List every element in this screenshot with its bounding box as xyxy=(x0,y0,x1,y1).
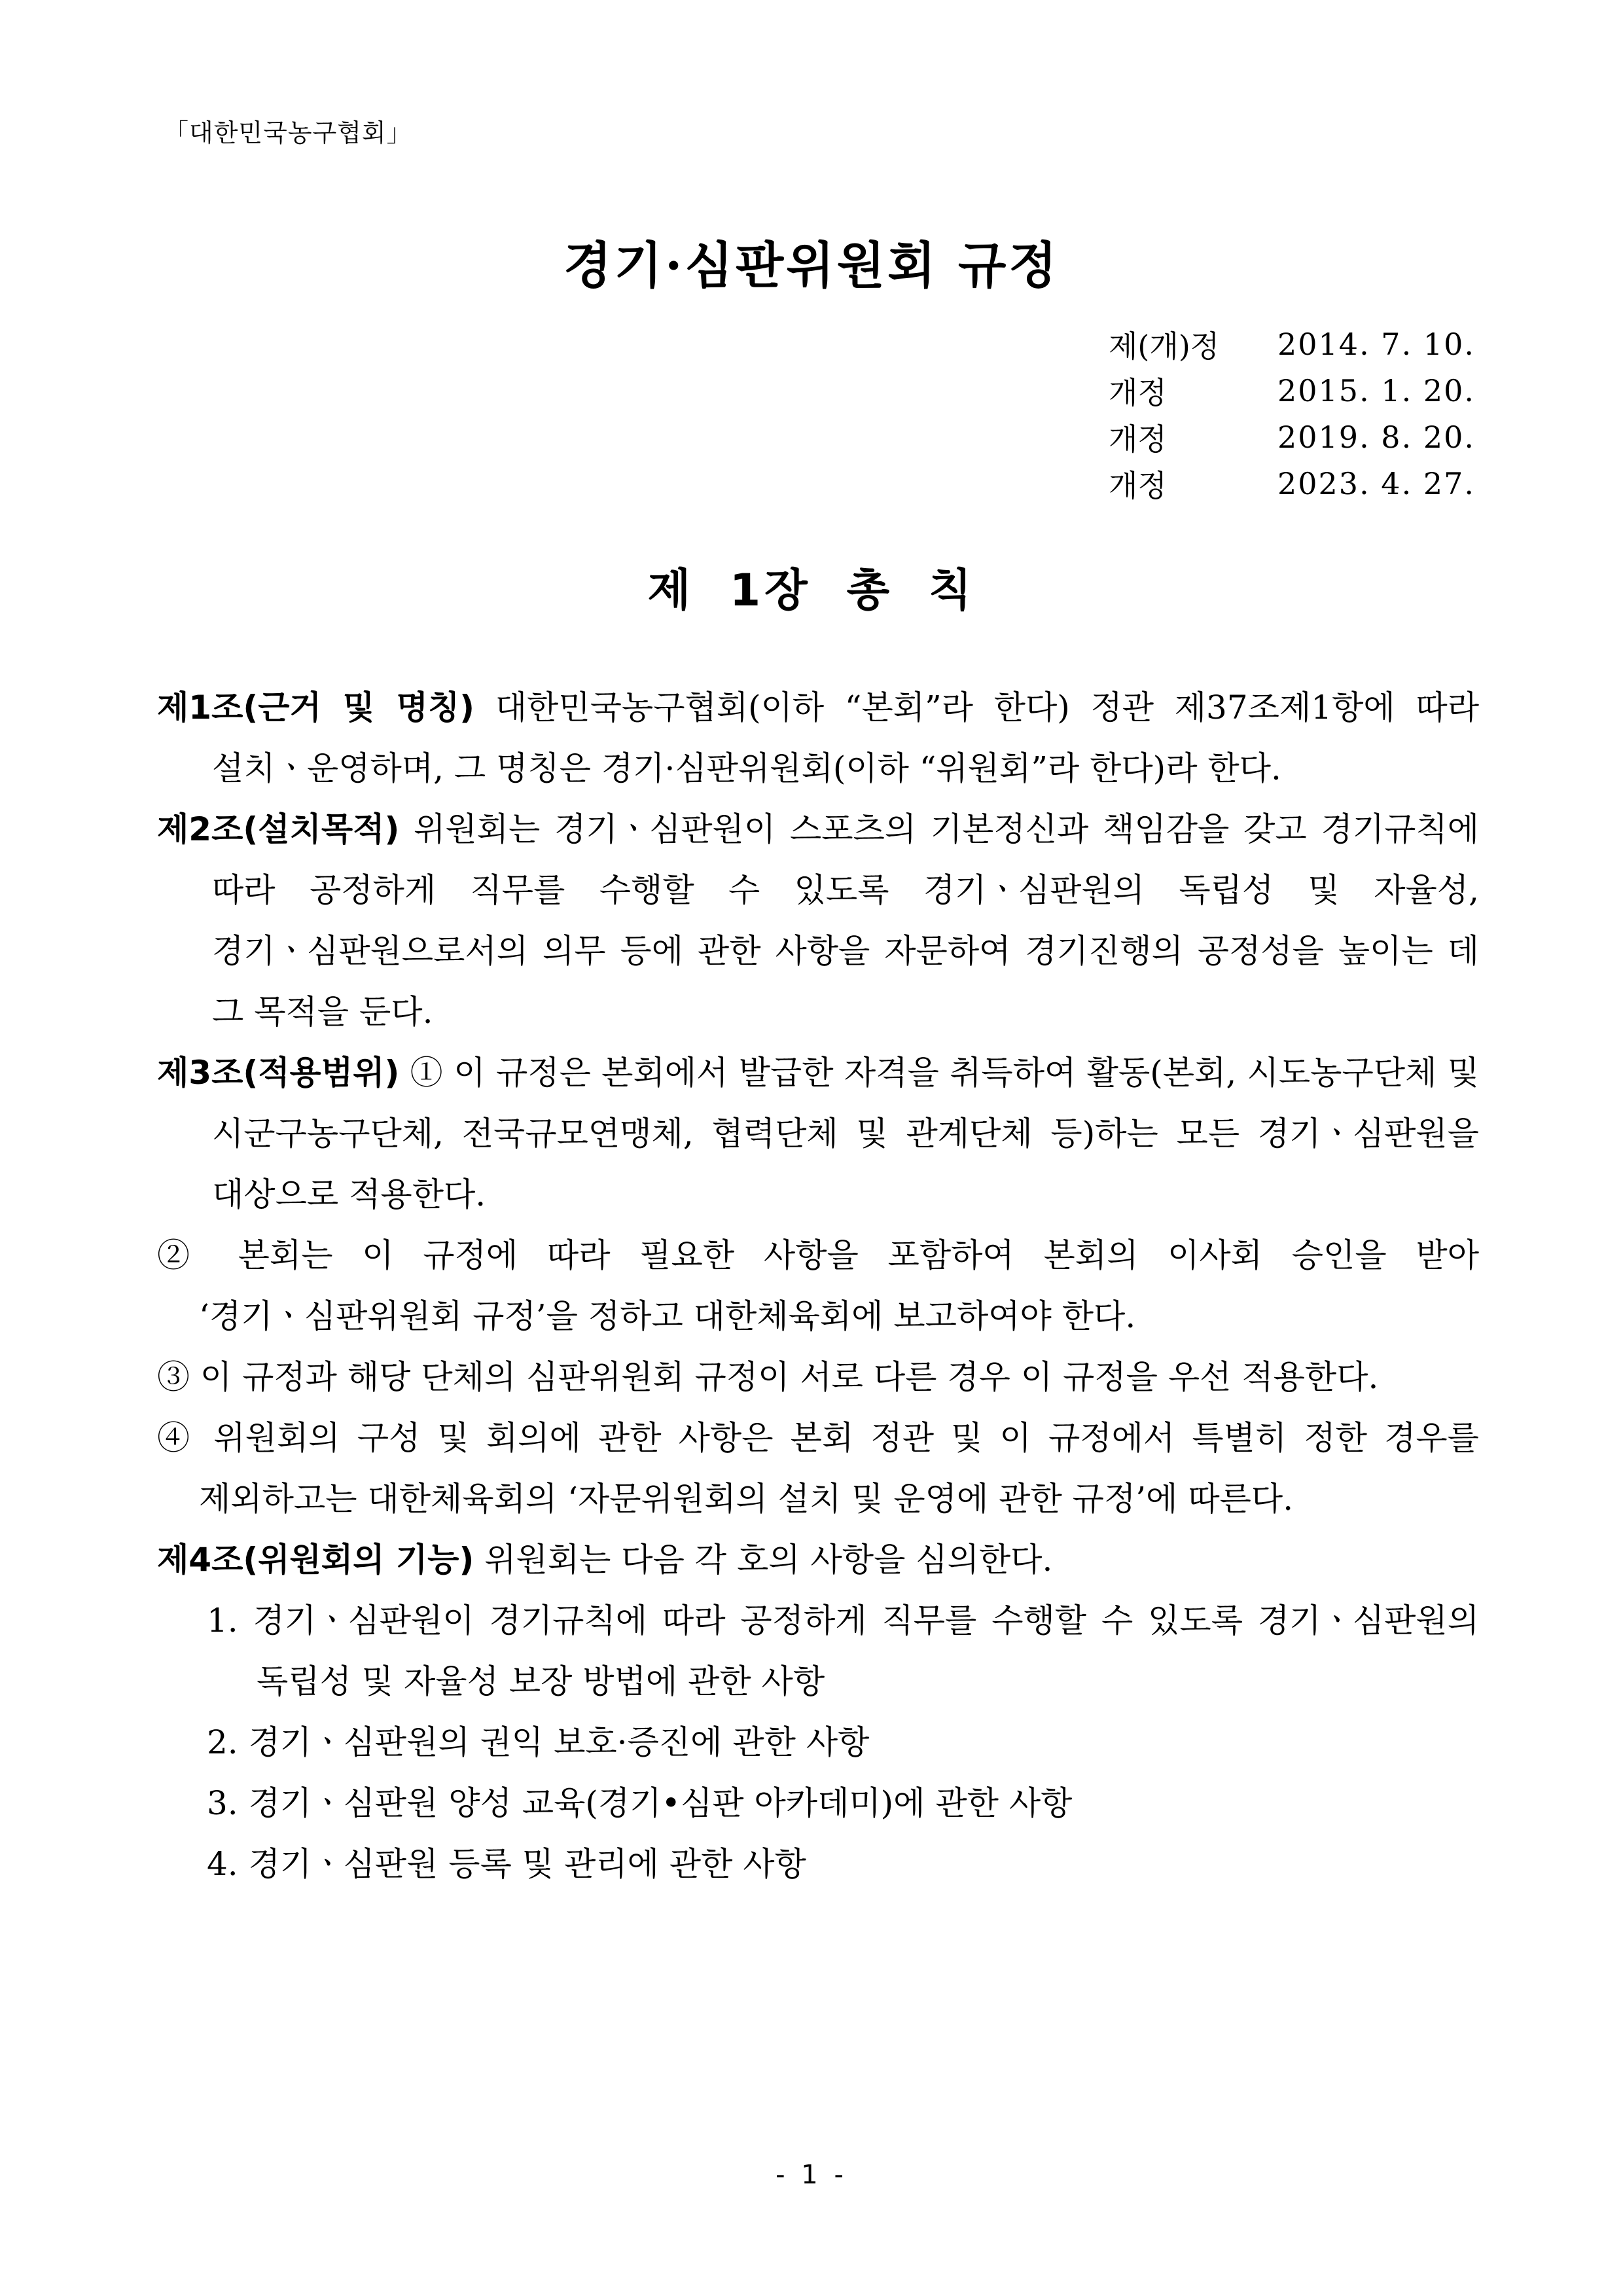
article-2 xyxy=(157,799,1479,1043)
chapter-title: 제 1장 총 칙 xyxy=(647,565,976,617)
revision-history xyxy=(1109,321,1474,507)
document-title: 경기·심판위원회 규정 xyxy=(563,236,1060,295)
revision-label: 개정 xyxy=(1109,374,1167,410)
article-text: 대한민국농구협회(이하 “본회”라 한다) 정관 제37조제1항에 따라 설치ㆍ운영하며, 그 명칭은 경기·심판위원회(이하 “위원회”라 한다)라 한다. xyxy=(212,689,1479,787)
revision-label: 개정 xyxy=(1109,467,1167,503)
article-3-clause-3: ③ 이 규정과 해당 단체의 심판위원회 규정이 서로 다른 경우 이 규정을 우선 적용한다. xyxy=(157,1358,1379,1396)
article-3-clause-4: ④ 위원회의 구성 및 회의에 관한 사항은 본회 정관 및 이 규정에서 특별히 정한 경우를 제외하고는 대한체육회의 ‘자문위원회의 설치 및 운영에 관한 규정’에 따른다. xyxy=(157,1419,1479,1518)
document-body xyxy=(157,677,1479,1895)
article-4-item-2: 2. 경기ㆍ심판원의 권익 보호·증진에 관한 사항 xyxy=(207,1723,870,1761)
article-4 xyxy=(157,1530,1479,1590)
revision-date: 2023. 4. 27. xyxy=(1277,465,1475,501)
revision-date: 2015. 1. 20. xyxy=(1277,372,1475,408)
article-text: 위원회는 경기ㆍ심판원이 스포츠의 기본정신과 책임감을 갖고 경기규칙에 따라 공정하게 직무를 수행할 수 있도록 경기ㆍ심판원의 독립성 및 자율성, 경기ㆍ심판원으로서의 의무 등에 관한 사항을 자문하여 경기진행의 공정성을 높이는 데 그 목적을 둔다. xyxy=(212,810,1479,1031)
article-heading: 제3조(적용범위) xyxy=(157,1054,400,1092)
organization-header: 「대한민국농구협회」 xyxy=(164,118,412,147)
article-text: ① 이 규정은 본회에서 발급한 자격을 취득하여 활동(본회, 시도농구단체 및 시군구농구단체, 전국규모연맹체, 협력단체 및 관계단체 등)하는 모든 경기ㆍ심판원을 대상으로 적용한다. xyxy=(212,1054,1479,1213)
revision-date: 2014. 7. 10. xyxy=(1277,326,1475,362)
revision-row xyxy=(1109,414,1474,460)
article-4-item-3: 3. 경기ㆍ심판원 양성 교육(경기•심판 아카데미)에 관한 사항 xyxy=(207,1784,1073,1822)
article-4-item-1: 1. 경기ㆍ심판원이 경기규칙에 따라 공정하게 직무를 수행할 수 있도록 경기ㆍ심판원의 독립성 및 자율성 보장 방법에 관한 사항 xyxy=(207,1602,1479,1700)
article-3 xyxy=(157,1043,1479,1225)
page-number: - 1 - xyxy=(776,2160,847,2190)
article-heading: 제1조(근거 및 명칭) xyxy=(157,689,475,726)
article-text: 위원회는 다음 각 호의 사항을 심의한다. xyxy=(474,1541,1053,1579)
revision-label: 개정 xyxy=(1109,421,1167,457)
article-heading: 제4조(위원회의 기능) xyxy=(157,1541,474,1579)
article-heading: 제2조(설치목적) xyxy=(157,810,400,848)
revision-row xyxy=(1109,460,1474,507)
revision-row xyxy=(1109,367,1474,414)
article-3-clause-2: ② 본회는 이 규정에 따라 필요한 사항을 포함하여 본회의 이사회 승인을 받아 ‘경기ㆍ심판위원회 규정’을 정하고 대한체육회에 보고하여야 한다. xyxy=(157,1236,1479,1335)
revision-date: 2019. 8. 20. xyxy=(1277,419,1475,455)
revision-label: 제(개)정 xyxy=(1109,328,1220,364)
article-1 xyxy=(157,677,1479,799)
revision-row xyxy=(1109,321,1474,367)
article-4-item-4: 4. 경기ㆍ심판원 등록 및 관리에 관한 사항 xyxy=(207,1845,806,1883)
